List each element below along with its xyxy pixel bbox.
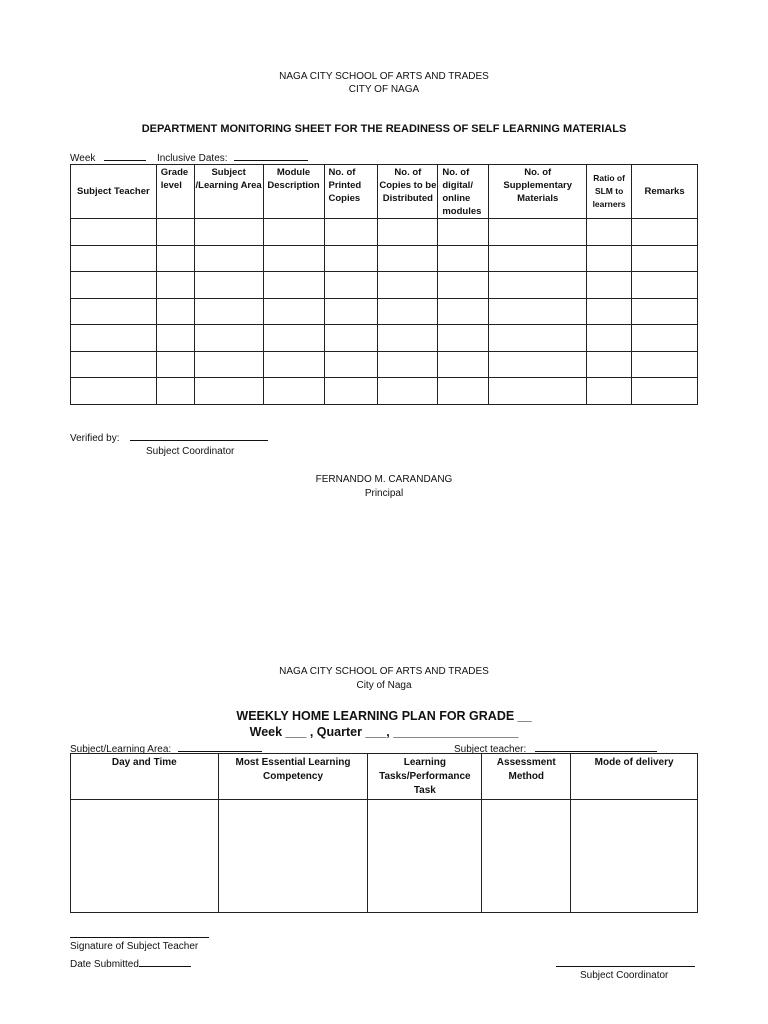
table-cell[interactable] — [587, 298, 632, 325]
table-cell[interactable] — [324, 378, 378, 405]
table-cell[interactable] — [194, 272, 263, 299]
table-cell[interactable] — [218, 800, 368, 913]
col-grade-level: Grade level — [156, 165, 194, 219]
table-cell[interactable] — [324, 245, 378, 272]
table-cell[interactable] — [587, 351, 632, 378]
col-digital-modules: No. of digital/ online modules — [438, 165, 489, 219]
form1-subject-coordinator-label: Subject Coordinator — [146, 446, 235, 457]
form2-subtitle: Week ___ , Quarter ___, __________________ — [249, 725, 519, 739]
table-cell[interactable] — [194, 351, 263, 378]
table-cell[interactable] — [71, 272, 157, 299]
home-learning-plan-table — [70, 753, 698, 913]
table-cell[interactable] — [71, 378, 157, 405]
table-cell[interactable] — [263, 298, 324, 325]
col-remarks: Remarks — [632, 165, 698, 219]
table-row — [71, 378, 698, 405]
table-cell[interactable] — [156, 272, 194, 299]
table-cell[interactable] — [378, 245, 438, 272]
table-row — [71, 272, 698, 299]
week-blank[interactable] — [104, 150, 146, 161]
table-cell[interactable] — [71, 800, 219, 913]
col-copies-distributed: No. of Copies to be Distributed — [378, 165, 438, 219]
table-cell[interactable] — [632, 245, 698, 272]
col-subject-area: Subject /Learning Area — [194, 165, 263, 219]
table-row — [71, 351, 698, 378]
table-cell[interactable] — [489, 298, 587, 325]
form2-city-name: City of Naga — [356, 680, 412, 691]
table-cell[interactable] — [263, 219, 324, 246]
table-header-row — [71, 165, 698, 219]
slm-monitoring-table — [70, 164, 698, 405]
table-cell[interactable] — [156, 378, 194, 405]
table-cell[interactable] — [438, 219, 489, 246]
table-cell[interactable] — [324, 272, 378, 299]
table-cell[interactable] — [587, 219, 632, 246]
subject-teacher-label: Subject teacher: — [454, 744, 527, 755]
week-field — [70, 150, 308, 164]
table-cell[interactable] — [438, 351, 489, 378]
form1-city-name: CITY OF NAGA — [348, 84, 420, 95]
table-cell[interactable] — [324, 219, 378, 246]
table-cell[interactable] — [324, 325, 378, 352]
table-cell[interactable] — [324, 298, 378, 325]
table-row — [71, 325, 698, 352]
table-cell[interactable] — [632, 378, 698, 405]
table-cell[interactable] — [156, 325, 194, 352]
date-submitted-field — [70, 956, 191, 970]
table-cell[interactable] — [156, 298, 194, 325]
table-header-row — [71, 754, 698, 800]
table-cell[interactable] — [378, 378, 438, 405]
col-assessment-method: Assessment Method — [482, 754, 571, 800]
table-cell[interactable] — [378, 351, 438, 378]
table-cell[interactable] — [263, 378, 324, 405]
table-cell[interactable] — [368, 800, 482, 913]
principal-name: FERNANDO M. CARANDANG — [315, 474, 453, 485]
table-cell[interactable] — [587, 325, 632, 352]
table-cell[interactable] — [489, 219, 587, 246]
table-cell[interactable] — [71, 351, 157, 378]
table-cell[interactable] — [263, 245, 324, 272]
table-cell[interactable] — [156, 219, 194, 246]
table-cell[interactable] — [194, 219, 263, 246]
teacher-signature-line[interactable] — [70, 937, 209, 938]
table-cell[interactable] — [632, 272, 698, 299]
table-cell[interactable] — [194, 298, 263, 325]
table-cell[interactable] — [489, 272, 587, 299]
subject-teacher-blank[interactable] — [535, 741, 657, 752]
table-cell[interactable] — [587, 272, 632, 299]
table-cell[interactable] — [587, 378, 632, 405]
subject-area-blank[interactable] — [178, 741, 262, 752]
col-learning-tasks: Learning Tasks/Performance Task — [368, 754, 482, 800]
table-cell[interactable] — [571, 800, 698, 913]
inclusive-dates-blank[interactable] — [234, 150, 308, 161]
table-cell[interactable] — [378, 325, 438, 352]
date-submitted-label: Date Submitted — [70, 959, 139, 970]
table-cell[interactable] — [489, 325, 587, 352]
inclusive-dates-label: Inclusive Dates: — [156, 153, 228, 164]
col-subject-teacher: Subject Teacher — [71, 165, 157, 219]
table-cell[interactable] — [263, 351, 324, 378]
table-row — [71, 245, 698, 272]
col-day-time: Day and Time — [71, 754, 219, 800]
col-module-description: Module Description — [263, 165, 324, 219]
table-cell[interactable] — [438, 245, 489, 272]
col-printed-copies: No. of Printed Copies — [324, 165, 378, 219]
table-cell[interactable] — [489, 378, 587, 405]
form1-title: DEPARTMENT MONITORING SHEET FOR THE READINESS OF SELF LEARNING MATERIALS — [141, 123, 627, 135]
col-supplementary-materials: No. of Supplementary Materials — [489, 165, 587, 219]
table-cell[interactable] — [324, 351, 378, 378]
form2-title: WEEKLY HOME LEARNING PLAN FOR GRADE __ — [236, 709, 532, 723]
week-label: Week — [70, 153, 96, 164]
table-cell[interactable] — [632, 219, 698, 246]
table-cell[interactable] — [438, 272, 489, 299]
table-cell[interactable] — [263, 272, 324, 299]
table-row — [71, 800, 698, 913]
table-cell[interactable] — [378, 272, 438, 299]
col-ratio-slm: Ratio of SLM to learners — [587, 165, 632, 219]
table-cell[interactable] — [71, 219, 157, 246]
table-cell[interactable] — [632, 325, 698, 352]
table-cell[interactable] — [71, 245, 157, 272]
table-cell[interactable] — [378, 219, 438, 246]
table-cell[interactable] — [489, 351, 587, 378]
table-cell[interactable] — [71, 325, 157, 352]
verified-by-blank[interactable] — [130, 430, 268, 441]
coordinator-signature-line[interactable] — [556, 966, 695, 967]
table-cell[interactable] — [263, 325, 324, 352]
table-cell[interactable] — [489, 245, 587, 272]
col-mode-delivery: Mode of delivery — [571, 754, 698, 800]
verified-by-label: Verified by: — [70, 433, 120, 444]
table-cell[interactable] — [632, 351, 698, 378]
date-submitted-blank[interactable] — [139, 956, 191, 967]
form2-school-name: NAGA CITY SCHOOL OF ARTS AND TRADES — [279, 666, 489, 677]
table-cell[interactable] — [156, 245, 194, 272]
table-cell[interactable] — [438, 325, 489, 352]
table-cell[interactable] — [194, 245, 263, 272]
table-cell[interactable] — [194, 378, 263, 405]
table-cell[interactable] — [71, 298, 157, 325]
table-row — [71, 298, 698, 325]
table-cell[interactable] — [378, 298, 438, 325]
table-row — [71, 219, 698, 246]
subject-area-label: Subject/Learning Area: — [70, 744, 172, 755]
teacher-signature-label: Signature of Subject Teacher — [70, 941, 199, 952]
table-cell[interactable] — [632, 298, 698, 325]
verified-by-field — [70, 430, 268, 444]
form1-school-name: NAGA CITY SCHOOL OF ARTS AND TRADES — [279, 71, 489, 82]
table-cell[interactable] — [156, 351, 194, 378]
table-cell[interactable] — [438, 378, 489, 405]
form2-subject-coordinator-label: Subject Coordinator — [580, 970, 669, 981]
table-cell[interactable] — [482, 800, 571, 913]
principal-title: Principal — [364, 488, 404, 499]
table-cell[interactable] — [438, 298, 489, 325]
table-cell[interactable] — [194, 325, 263, 352]
col-learning-competency: Most Essential Learning Competency — [218, 754, 368, 800]
table-cell[interactable] — [587, 245, 632, 272]
